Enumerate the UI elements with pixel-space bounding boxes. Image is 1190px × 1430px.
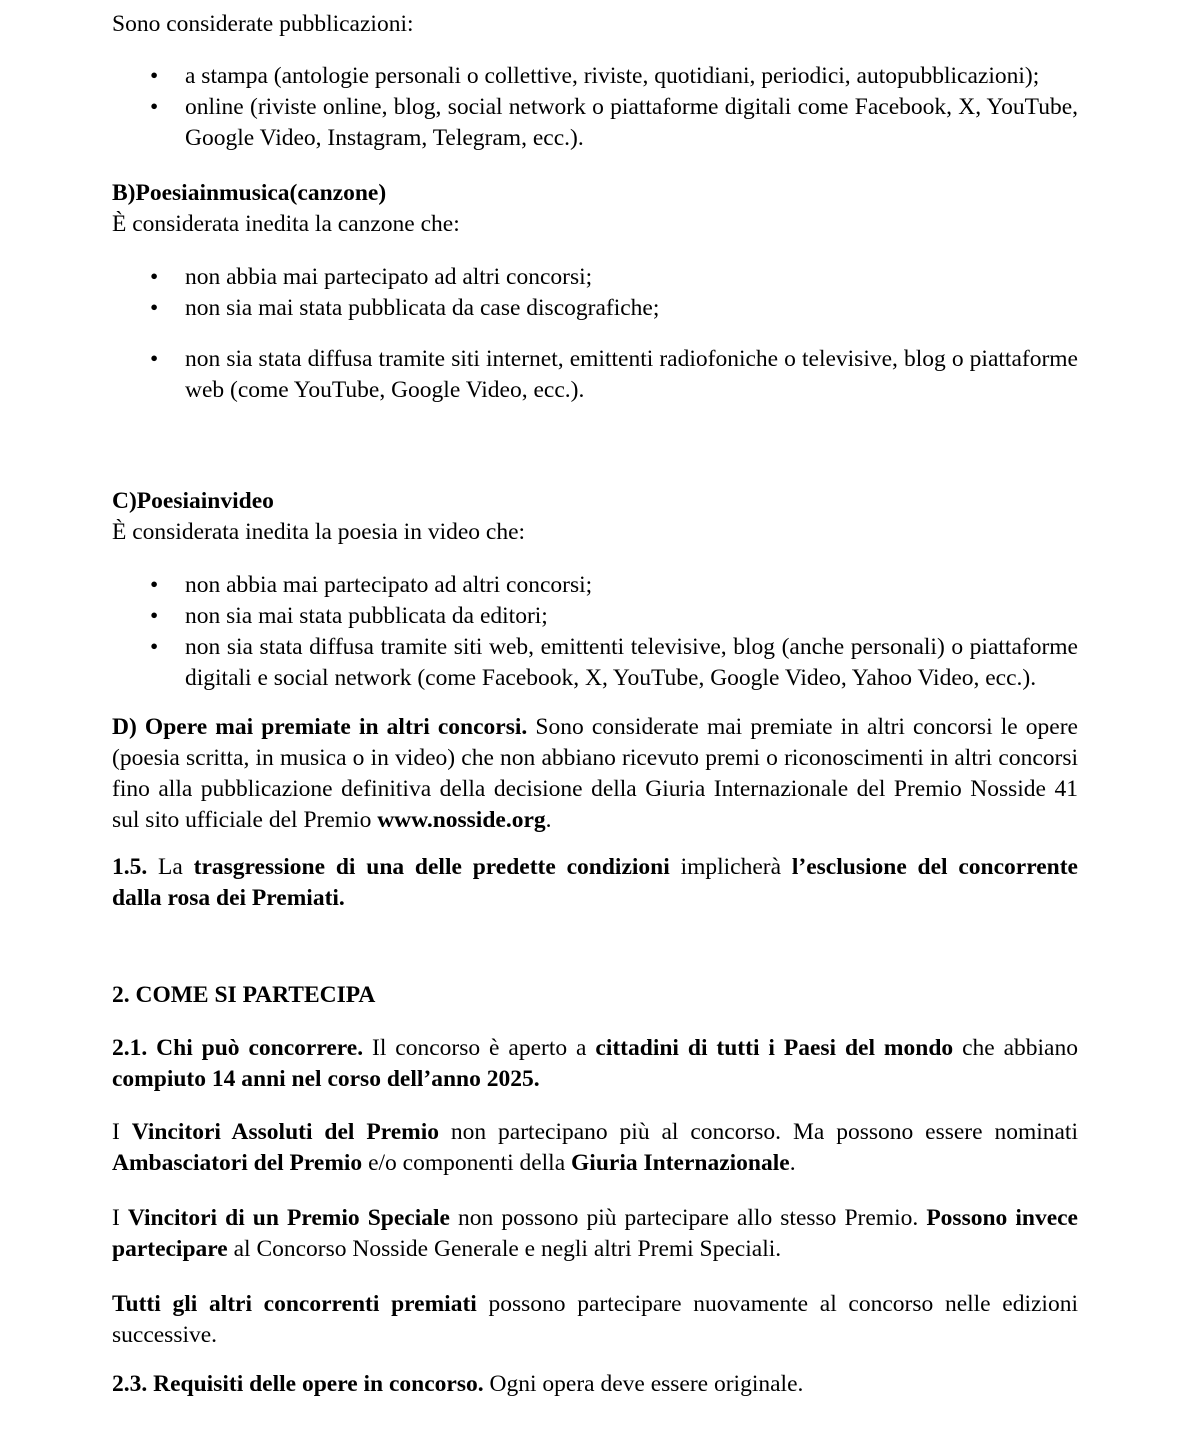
bullet-icon: • xyxy=(150,63,159,89)
bullet-icon: • xyxy=(150,634,159,660)
list-item-text: non sia mai stata pubblicata da editori; xyxy=(185,603,548,629)
paragraph-vincitori-premio-speciale xyxy=(112,1203,1078,1265)
list-item-text: non sia stata diffusa tramite siti web, emittenti televisive, blog (anche personali) o piattaforme digitali e social network (come Facebook, X, YouTube, Google Video, Yahoo Video, ecc.). xyxy=(185,634,1078,691)
list-item-text: non abbia mai partecipato ad altri concorsi; xyxy=(185,264,593,290)
text-run: Tutti gli altri concorrenti premiati xyxy=(112,1291,477,1317)
paragraph-2-3-requisiti xyxy=(112,1369,1078,1400)
text-run: . xyxy=(545,807,552,833)
text-run: non partecipano più al concorso. Ma possono essere nominati xyxy=(438,1119,1078,1145)
section-2-heading: 2. COME SI PARTECIPA xyxy=(112,982,376,1008)
list-item-text: online (riviste online, blog, social network o piattaforme digitali come Facebook, X, YouTube, Google Video, Instagram, Telegram, ecc.). xyxy=(185,94,1078,151)
text-run: Sono considerate mai premiate in altri concorsi le opere (poesia scritta, in musica o in video) che non abbiano ricevuto premi o riconoscimenti in altri concorsi fino alla pubblicazione definitiva della decisione della Giuria Internazionale del Premio Nosside 41 sul sito ufficiale del Premio xyxy=(112,714,1078,833)
list-item xyxy=(112,61,1078,92)
text-run: Il concorso è aperto a xyxy=(363,1035,596,1061)
text-run: La xyxy=(147,854,194,880)
list-item xyxy=(112,262,1078,293)
bullet-icon: • xyxy=(150,264,159,290)
text-run: 2.3. Requisiti delle opere in concorso. xyxy=(112,1371,484,1397)
bullet-icon: • xyxy=(150,346,159,372)
paragraph-altri-concorrenti xyxy=(112,1289,1078,1351)
bullet-list-pubblicazioni xyxy=(112,61,1078,154)
bullet-icon: • xyxy=(150,94,159,120)
text-run: non possono più partecipare allo stesso Premio. xyxy=(449,1205,927,1231)
text-run: al Concorso Nosside Generale e negli altri Premi Speciali. xyxy=(227,1236,782,1262)
paragraph-vincitori-assoluti xyxy=(112,1117,1078,1179)
text-run: trasgressione di una delle predette condizioni xyxy=(193,854,670,880)
list-item xyxy=(112,293,1078,324)
text-run: Vincitori di un Premio Speciale xyxy=(127,1205,450,1231)
text-run: Ambasciatori del Premio xyxy=(112,1150,363,1176)
text-run: D) Opere mai premiate in altri concorsi. xyxy=(112,714,528,740)
list-item xyxy=(112,570,1078,601)
list-item-text: non abbia mai partecipato ad altri concorsi; xyxy=(185,572,593,598)
section-b-lead: È considerata inedita la canzone che: xyxy=(112,211,460,237)
text-run: l’esclusione del concorrente dalla rosa dei Premiati. xyxy=(112,854,1078,911)
text-run: cittadini di tutti i Paesi del mondo xyxy=(595,1035,954,1061)
text-run: Possono invece partecipare xyxy=(112,1205,1078,1262)
text-run: che abbiano xyxy=(953,1035,1078,1061)
text-run: Giuria Internazionale xyxy=(571,1150,790,1176)
text-run: compiuto 14 anni nel corso dell’anno 2025. xyxy=(112,1066,540,1092)
text-run: Ogni opera deve essere originale. xyxy=(483,1371,804,1397)
text-run: Vincitori Assoluti del Premio xyxy=(131,1119,439,1145)
list-item xyxy=(112,92,1078,154)
text-run: e/o componenti della xyxy=(362,1150,572,1176)
text-run: possono partecipare nuovamente al concorso nelle edizioni successive. xyxy=(112,1291,1078,1348)
list-item-text: non sia stata diffusa tramite siti internet, emittenti radiofoniche o televisive, blog o piattaforme web (come YouTube, Google Video, ecc.). xyxy=(185,346,1078,403)
list-item-text: a stampa (antologie personali o collettive, riviste, quotidiani, periodici, autopubblicazioni); xyxy=(185,63,1040,89)
bullet-list-section-c xyxy=(112,570,1078,694)
text-run: www.nosside.org xyxy=(377,807,546,833)
list-item xyxy=(112,344,1078,406)
bullet-icon: • xyxy=(150,295,159,321)
text-run: 1.5. xyxy=(112,854,148,880)
list-item xyxy=(112,632,1078,694)
bullet-list-section-b xyxy=(112,262,1078,406)
text-run: implicherà xyxy=(669,854,792,880)
section-c-heading: C)Poesiainvideo xyxy=(112,488,274,514)
section-b-heading: B)Poesiainmusica(canzone) xyxy=(112,180,387,206)
text-run: . xyxy=(789,1150,796,1176)
text-run: 2.1. Chi può concorrere. xyxy=(112,1035,364,1061)
paragraph-2-1-chi-puo-concorrere xyxy=(112,1033,1078,1095)
list-item-text: non sia mai stata pubblicata da case discografiche; xyxy=(185,295,660,321)
bullet-icon: • xyxy=(150,603,159,629)
list-item xyxy=(112,601,1078,632)
text-run: I xyxy=(112,1205,128,1231)
bullet-icon: • xyxy=(150,572,159,598)
paragraph-d-opere-mai-premiate xyxy=(112,712,1078,836)
section-c-lead: È considerata inedita la poesia in video che: xyxy=(112,519,526,545)
text-run: I xyxy=(112,1119,132,1145)
paragraph-1-5-trasgressione xyxy=(112,852,1078,914)
paragraph-pubblicazioni-intro: Sono considerate pubblicazioni: xyxy=(112,11,414,37)
